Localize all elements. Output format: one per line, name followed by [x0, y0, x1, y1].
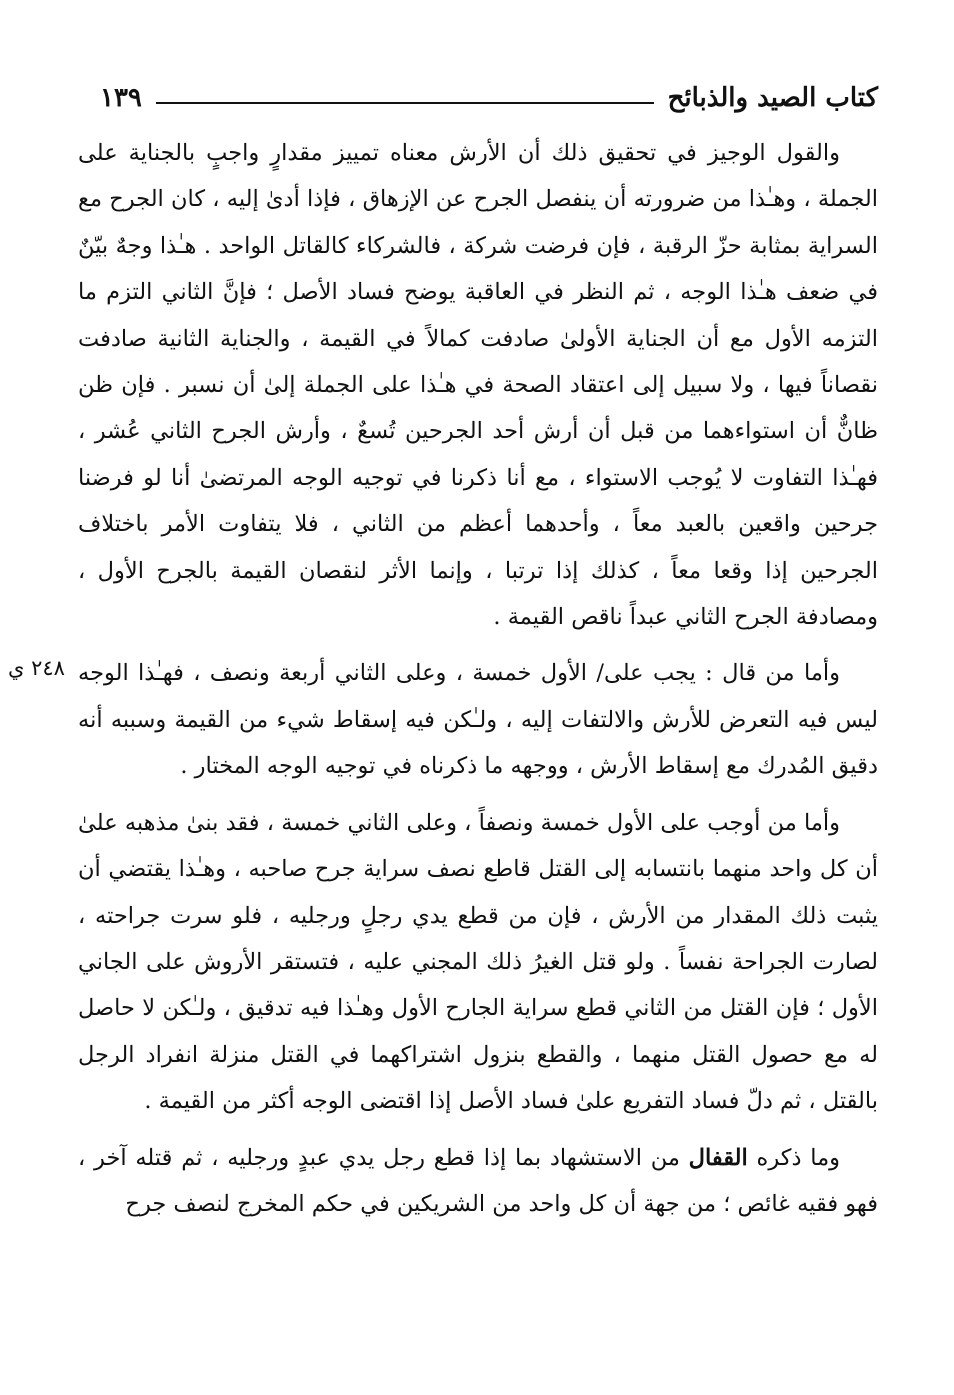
- margin-note: ٢٤٨ ي: [8, 656, 65, 680]
- text-body: [78, 130, 878, 1227]
- header-rule: [156, 102, 654, 104]
- paragraph-4-lead: وما ذكره: [756, 1144, 841, 1171]
- chapter-title: كتاب الصيد والذبائح: [667, 83, 878, 113]
- paragraph-1: والقول الوجيز في تحقيق ذلك أن الأرش معناه تمييز مقدارٍ واجبٍ بالجناية على الجملة ، وهـٰذا من ضرورته أن ينفصل الجرح عن الإزهاق ، فإذا أدىٰ إليه ، كان الجرح مع السراية بمثابة حزّ الرقبة ، فإن فرضت شركة ، فالشركاء كالقاتل الواحد . هـٰذا وجهٌ بيّنٌ في ضعف هـٰذا الوجه ، ثم النظر في العاقبة يوضح فساد الأصل ؛ فإنَّ الثاني التزم ما التزمه الأول مع أن الجناية الأولىٰ صادفت كمالاً في القيمة ، والجناية الثانية صادفت نقصاناً فيها ، ولا سبيل إلى اعتقاد الصحة في هـٰذا على الجملة إلىٰ أن نسبر . فإن ظن ظانٌّ أن استواءهما من قبل أن أرش أحد الجرحين تُسعٌ ، وأرش الجرح الثاني عُشر ، فهـٰذا التفاوت لا يُوجب الاستواء ، مع أنا ذكرنا في توجيه الوجه المرتضىٰ أنا لو فرضنا جرحين واقعين بالعبد معاً ، وأحدهما أعظم من الثاني ، فلا يتفاوت الأمر باختلاف الجرحين إذا وقعا معاً ، كذلك إذا ترتبا ، وإنما الأثر لنقصان القيمة بالجرح الأول ، ومصادفة الجرح الثاني عبداً ناقص القيمة .: [78, 140, 878, 631]
- paragraph-4-rest: من الاستشهاد بما إذا قطع رجل يدي عبدٍ ورجليه ، ثم قتله آخر ، فهو فقيه غائص ؛ من جهة أن كل واحد من الشريكين في حكم المخرج لنصف جرح: [78, 1144, 878, 1217]
- scholar-name: القفال: [688, 1144, 748, 1171]
- paragraph-4: [78, 1135, 878, 1228]
- running-header: [100, 74, 878, 122]
- paragraph-2: وأما من قال : يجب على/ الأول خمسة ، وعلى الثاني أربعة ونصف ، فهـٰذا الوجه ليس فيه التعرض للأرش والالتفات إليه ، ولـٰكن فيه إسقاط شيء من القيمة وسببه أنه دقيق المُدرك مع إسقاط الأرش ، ووجهه ما ذكرناه في توجيه الوجه المختار .: [78, 660, 878, 780]
- page-number: ١٣٩: [100, 83, 142, 113]
- paragraph-3: وأما من أوجب على الأول خمسة ونصفاً ، وعلى الثاني خمسة ، فقد بنىٰ مذهبه علىٰ أن كل واحد منهما بانتسابه إلى القتل قاطع نصف سراية جرح صاحبه ، وهـٰذا يقتضي أن يثبت ذلك المقدار من الأرش ، فإن من قطع يدي رجلٍ ورجليه ، فلو سرت جراحته ، لصارت الجراحة نفساً . ولو قتل الغيرُ ذلك المجني عليه ، فتستقر الأروش على الجاني الأول ؛ فإن القتل من الثاني قطع سراية الجارح الأول وهـٰذا فيه تدقيق ، ولـٰكن لا حاصل له مع حصول القتل منهما ، والقطع بنزول اشتراكهما في القتل منزلة انفراد الرجل بالقتل ، ثم دلّ فساد التفريع علىٰ فساد الأصل إذا اقتضى الوجه أكثر من القيمة .: [78, 809, 878, 1115]
